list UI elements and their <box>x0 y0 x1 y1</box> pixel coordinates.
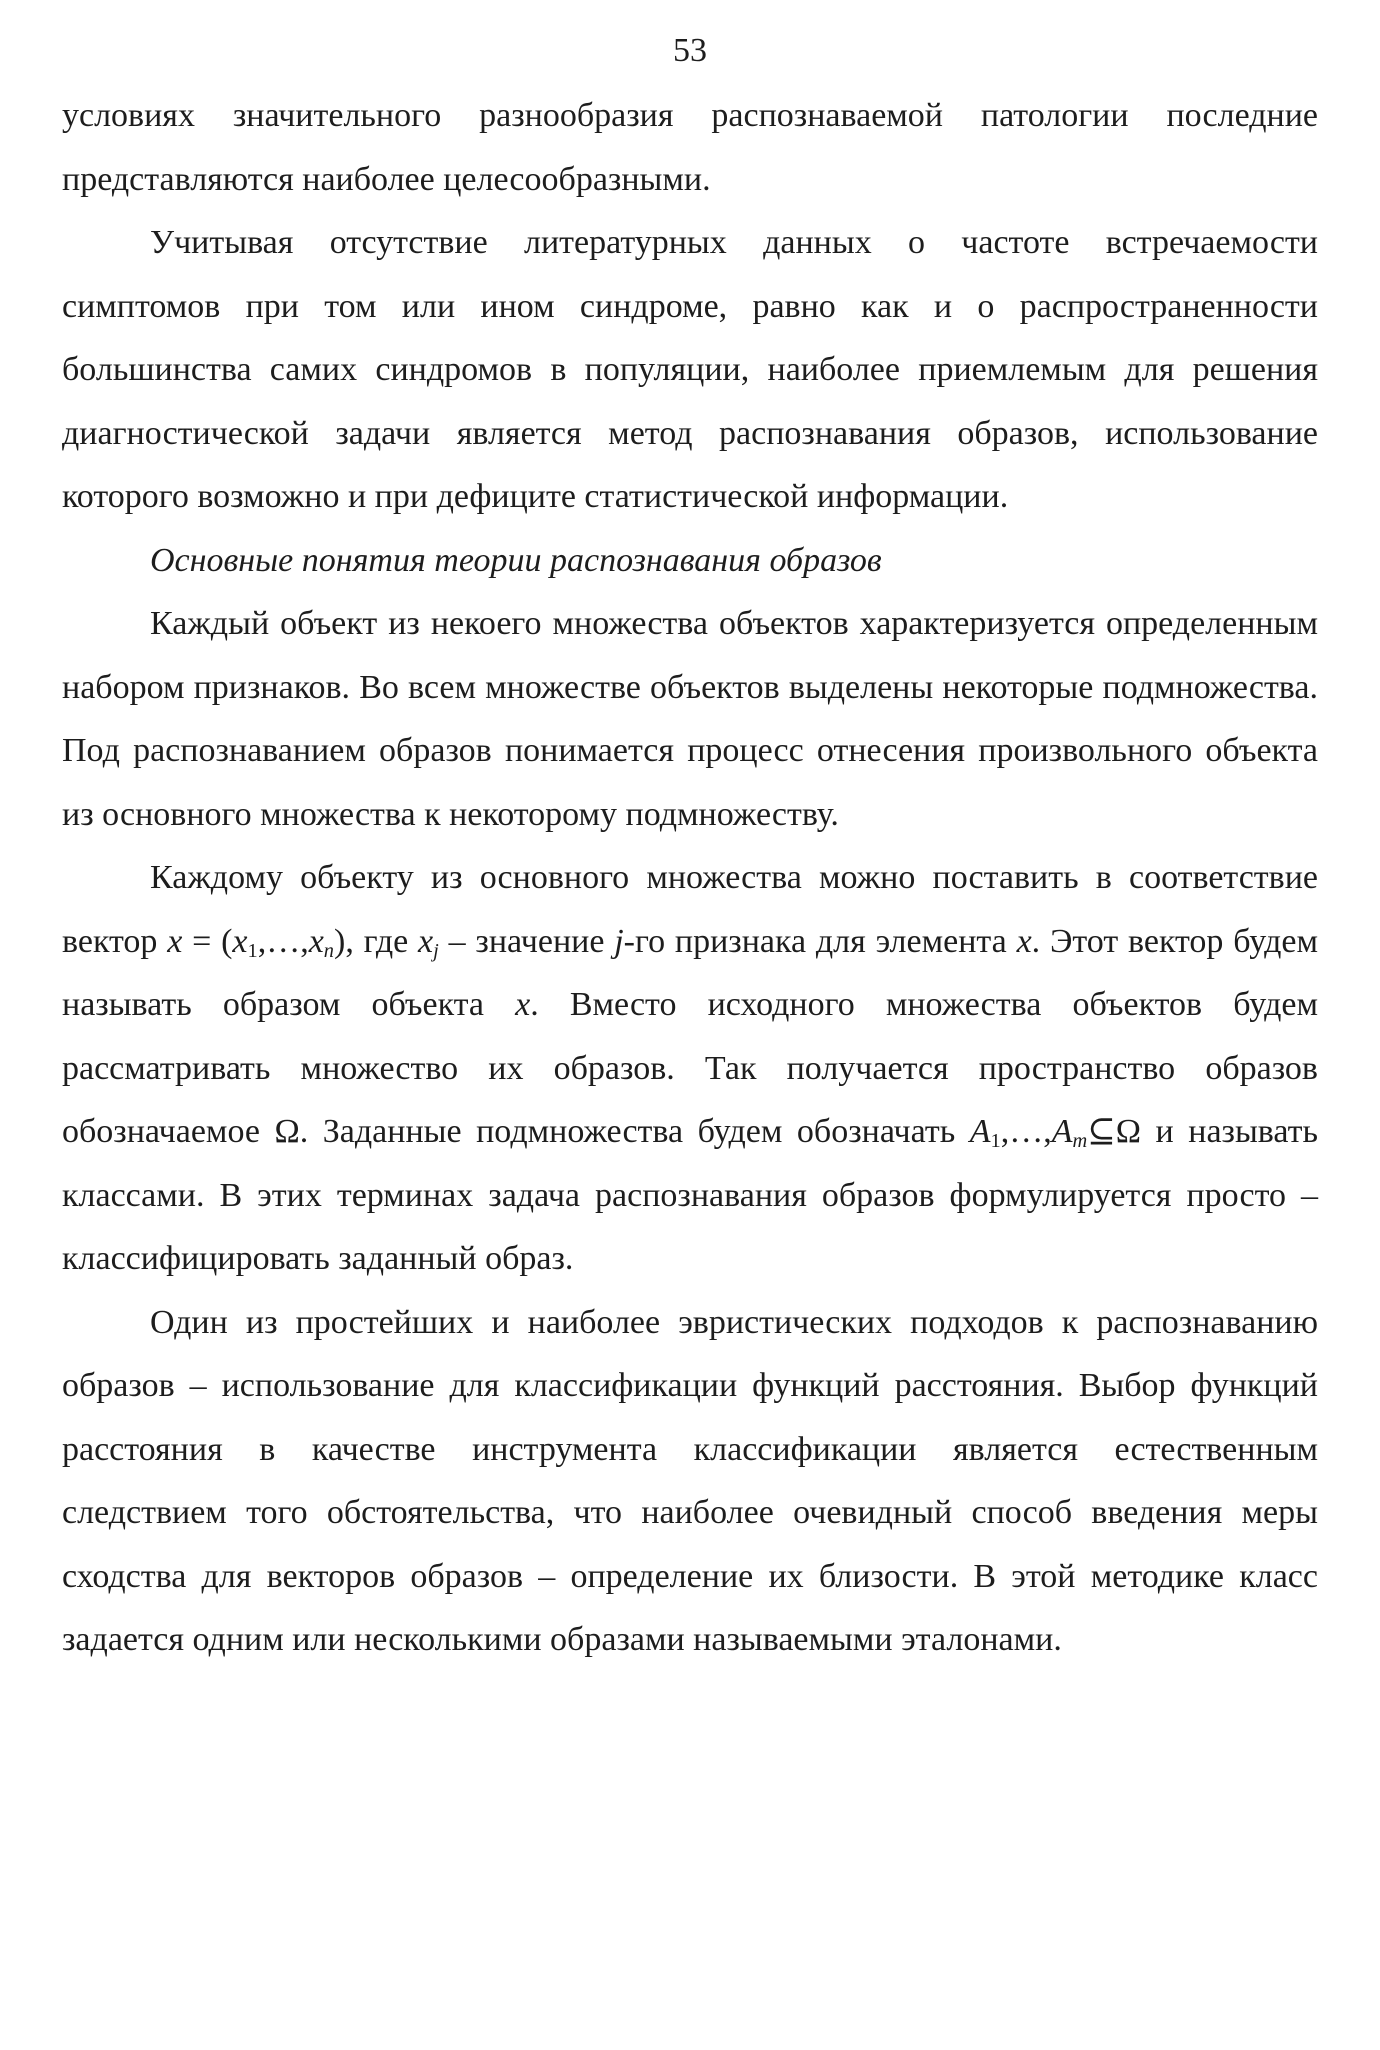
page-number: 53 <box>673 32 707 69</box>
formula-classes: $A_1,\dots,A_m⊆\Omega$ <box>969 1113 1142 1153</box>
formula-j: j <box>614 922 624 960</box>
text-run: – значение <box>438 922 615 960</box>
paragraph-method-choice: Учитывая отсутствие литературных данных о частоте встречаемости симптомов при том или ином синдроме, равно как и о распространенности большинства самих синдромов в популяции, наиболее приемлемым для решения диагностической задачи является метод распознавания образов, использование которого возможно и при дефиците статистической информации. <box>62 224 1318 515</box>
formula-omega: Ω <box>274 1113 300 1150</box>
paragraph-continuation: условиях значительного разнообразия распознаваемой патологии последние представляются наиболее целесообразными. <box>62 97 1318 198</box>
document-page <box>62 28 1318 1672</box>
paragraph-objects-definition: Каждый объект из некоего множества объектов характеризуется определенным набором признаков. Во всем множестве объектов выделены некоторые подмножества. Под распознаванием образов понимается процесс отнесения произвольного объекта из основного множества к некоторому подмножеству. <box>62 605 1318 833</box>
text-run: . Этот вектор будем называть образом объекта <box>62 922 1318 1023</box>
text-run: . Заданные подмножества будем обозначать <box>299 1113 970 1150</box>
paragraph-distance-functions: Один из простейших и наиболее эвристических подходов к распознаванию образов – использование для классификации функций расстояния. Выбор функций расстояния в качестве инструмента классификации является естественным следствием того обстоятельства, что наиболее очевидный способ введения меры сходства для векторов образов – определение их близости. В этой методике класс задается одним или несколькими образами называемыми эталонами. <box>62 1303 1318 1658</box>
paragraph-image-vector <box>62 846 1318 1291</box>
text-run: -го признака для элемента <box>623 922 1017 960</box>
formula-xj: $x_j$ <box>418 922 439 962</box>
formula-x: x <box>1016 922 1032 960</box>
text-run: , где <box>345 922 419 960</box>
formula-x: x <box>515 986 531 1023</box>
section-heading: Основные понятия теории распознавания образов <box>150 541 882 579</box>
text-run: Каждому объекту из основного множества можно поставить в соответствие вектор <box>62 859 1318 960</box>
text-run: . Вместо исходного множества объектов будем рассматривать множество их образов. Так получается пространство образов обозначаемое <box>62 986 1318 1150</box>
formula-vector: $x = (x_1,\dots,x_n)$ <box>167 922 346 962</box>
text-run: и называть классами. В этих терминах задача распознавания образов формулируется просто – классифицировать заданный образ. <box>62 1113 1318 1277</box>
